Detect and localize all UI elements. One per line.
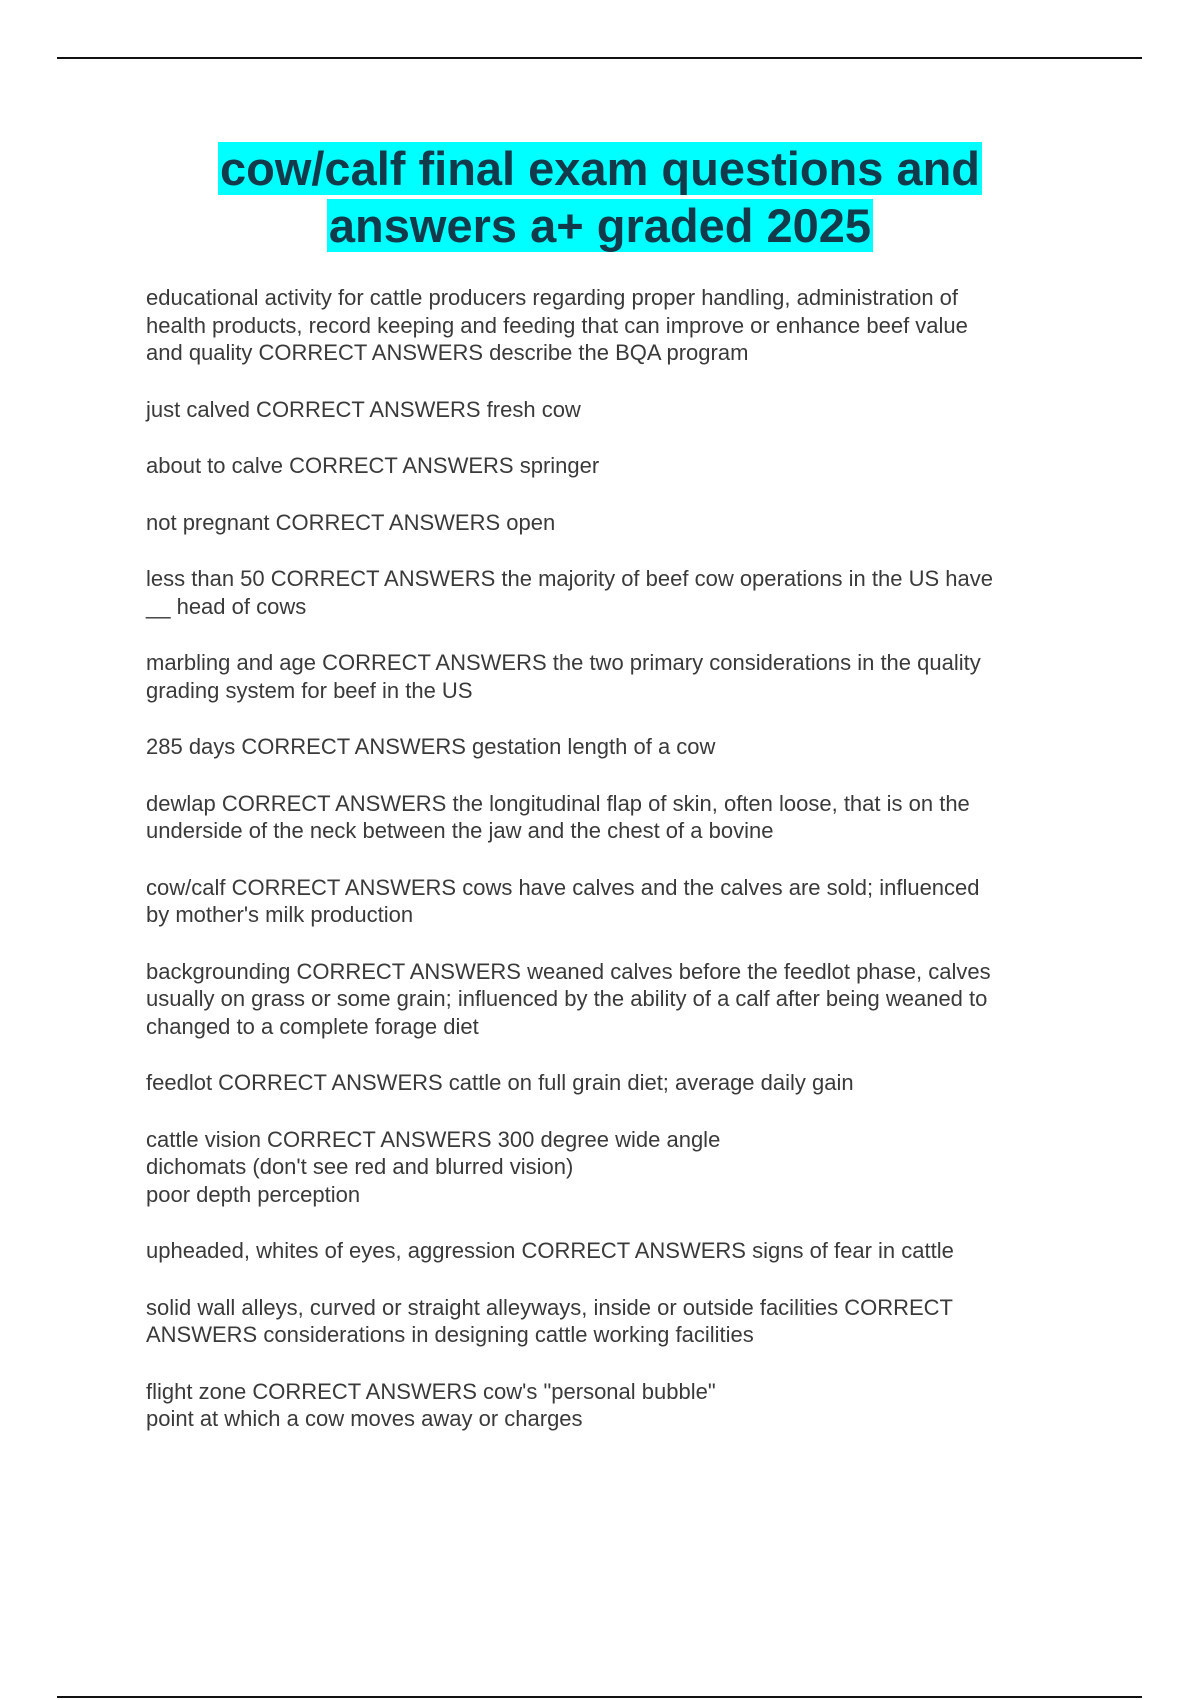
top-rule bbox=[57, 57, 1142, 59]
bottom-rule bbox=[57, 1696, 1142, 1698]
qa-entry-line: 285 days CORRECT ANSWERS gestation length of a cow bbox=[146, 734, 716, 759]
qa-entry-line: health products, record keeping and feeding that can improve or enhance beef value bbox=[146, 312, 968, 338]
qa-entry-line: __ head of cows bbox=[146, 593, 307, 619]
qa-entry bbox=[146, 509, 1086, 537]
qa-entry bbox=[146, 1294, 1086, 1349]
qa-entry-line: less than 50 CORRECT ANSWERS the majority of beef cow operations in the US have bbox=[146, 566, 993, 591]
qa-entry-line: feedlot CORRECT ANSWERS cattle on full grain diet; average daily gain bbox=[146, 1070, 854, 1095]
qa-entry-line: grading system for beef in the US bbox=[146, 677, 473, 703]
qa-entry-line: poor depth perception bbox=[146, 1181, 361, 1207]
qa-entry-line: upheaded, whites of eyes, aggression CORRECT ANSWERS signs of fear in cattle bbox=[146, 1238, 954, 1263]
title-line-1: cow/calf final exam questions and bbox=[219, 142, 981, 195]
title-line-2: answers a+ graded 2025 bbox=[328, 199, 872, 252]
qa-entry bbox=[146, 1237, 1086, 1265]
document-title bbox=[0, 140, 1200, 254]
qa-entry bbox=[146, 790, 1086, 845]
qa-entry-line: and quality CORRECT ANSWERS describe the BQA program bbox=[146, 340, 749, 365]
qa-entry-line: point at which a cow moves away or charges bbox=[146, 1406, 583, 1431]
qa-entry-line: cattle vision CORRECT ANSWERS 300 degree wide angle bbox=[146, 1126, 721, 1152]
qa-entry bbox=[146, 284, 1086, 367]
qa-entry-line: just calved CORRECT ANSWERS fresh cow bbox=[146, 396, 581, 422]
qa-entry bbox=[146, 649, 1086, 704]
qa-entry-line: solid wall alleys, curved or straight alleyways, inside or outside facilities CORRECT bbox=[146, 1294, 953, 1320]
qa-entry bbox=[146, 733, 1086, 761]
qa-entry-line: dichomats (don't see red and blurred vision) bbox=[146, 1154, 574, 1179]
qa-list bbox=[146, 284, 1086, 1462]
qa-entry-line: underside of the neck between the jaw and the chest of a bovine bbox=[146, 818, 774, 843]
qa-entry bbox=[146, 1126, 1086, 1209]
qa-entry bbox=[146, 874, 1086, 929]
qa-entry-line: dewlap CORRECT ANSWERS the longitudinal flap of skin, often loose, that is on the bbox=[146, 790, 970, 816]
qa-entry bbox=[146, 565, 1086, 620]
qa-entry-line: by mother's milk production bbox=[146, 902, 414, 927]
title-text bbox=[218, 142, 982, 252]
qa-entry-line: backgrounding CORRECT ANSWERS weaned calves before the feedlot phase, calves bbox=[146, 958, 991, 984]
qa-entry-line: not pregnant CORRECT ANSWERS open bbox=[146, 509, 556, 535]
qa-entry bbox=[146, 452, 1086, 480]
qa-entry-line: usually on grass or some grain; influenced by the ability of a calf after being weaned to bbox=[146, 986, 988, 1011]
qa-entry-line: cow/calf CORRECT ANSWERS cows have calves and the calves are sold; influenced bbox=[146, 874, 980, 900]
qa-entry bbox=[146, 1378, 1086, 1433]
qa-entry bbox=[146, 396, 1086, 424]
qa-entry-line: flight zone CORRECT ANSWERS cow's "personal bubble" bbox=[146, 1378, 716, 1404]
qa-entry-line: educational activity for cattle producers regarding proper handling, administration of bbox=[146, 285, 959, 310]
qa-entry bbox=[146, 958, 1086, 1041]
qa-entry-line: about to calve CORRECT ANSWERS springer bbox=[146, 453, 600, 478]
qa-entry-line: marbling and age CORRECT ANSWERS the two primary considerations in the quality bbox=[146, 650, 981, 675]
qa-entry-line: ANSWERS considerations in designing cattle working facilities bbox=[146, 1322, 754, 1347]
qa-entry bbox=[146, 1069, 1086, 1097]
qa-entry-line: changed to a complete forage diet bbox=[146, 1013, 479, 1039]
